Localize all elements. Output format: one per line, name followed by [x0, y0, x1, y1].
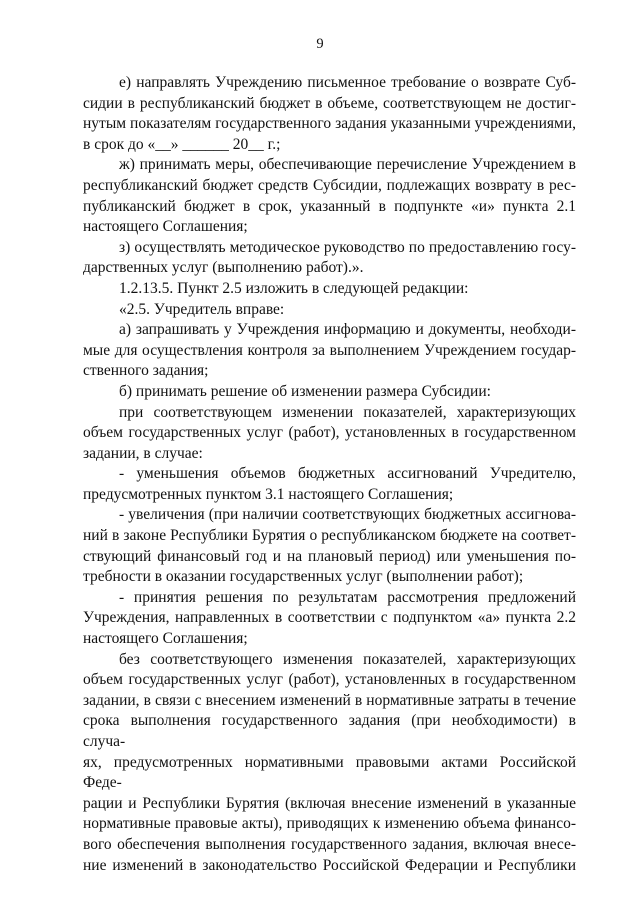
text-line: сидии в республиканский бюджет в объеме, соответствующем не достиг-	[83, 94, 576, 112]
text-line: рации и Республики Бурятия (включая внесение изменений в указанные	[83, 794, 576, 812]
text-line: ях, предусмотренных нормативными правовыми актами Российской Феде-	[83, 753, 576, 792]
text-line: объем государственных услуг (работ), установленных в государственном	[83, 671, 576, 689]
paragraph	[83, 238, 576, 279]
text-line: ственного задания;	[83, 362, 209, 380]
text-line: ние изменений в законодательство Российской Федерации и Республики	[83, 856, 576, 874]
text-line: - уменьшения объемов бюджетных ассигнований Учредителю,	[119, 465, 576, 483]
text-line: е) направлять Учреждению письменное требование о возврате Суб-	[119, 74, 576, 91]
paragraph	[83, 300, 576, 321]
paragraph	[83, 279, 576, 300]
page-number: 9	[316, 36, 324, 52]
text-line: ж) принимать меры, обеспечивающие перечисление Учреждением в	[119, 156, 576, 174]
paragraph	[83, 382, 576, 403]
text-line: настоящего Соглашения;	[83, 218, 248, 236]
text-line: нормативные правовые акты), приводящих к изменению объема финансо-	[83, 815, 576, 833]
paragraph	[83, 73, 576, 155]
text-line: ний в законе Республики Бурятия о республиканском бюджете на соответ-	[83, 527, 576, 545]
paragraph	[83, 320, 576, 382]
text-line: мые для осуществления контроля за выполнением Учреждением государ-	[83, 341, 576, 359]
paragraph	[83, 403, 576, 465]
text-line: з) осуществлять методическое руководство по предоставлению госу-	[119, 238, 576, 256]
text-line: - увеличения (при наличии соответствующих бюджетных ассигнова-	[119, 506, 576, 524]
text-line: задании, в случае:	[83, 444, 203, 462]
text-line: б) принимать решение об изменении размера Субсидии:	[119, 382, 491, 400]
text-line: - принятия решения по результатам рассмотрения предложений	[119, 588, 576, 606]
text-line: без соответствующего изменения показателей, характеризующих	[119, 650, 576, 668]
text-line: 1.2.13.5. Пункт 2.5 изложить в следующей редакции:	[119, 279, 469, 297]
text-line: нутым показателям государственного задания указанными учреждениями,	[83, 115, 576, 133]
text-line: Учреждения, направленных в соответствии с подпунктом «а» пункта 2.2	[83, 609, 576, 627]
text-line: при соответствующем изменении показателей, характеризующих	[119, 403, 576, 421]
text-line: ствующий финансовый год и на плановый период) или уменьшения по-	[83, 547, 576, 565]
text-line: публиканский бюджет в срок, указанный в подпункте «и» пункта 2.1	[83, 197, 576, 215]
text-line: в срок до «__» ______ 20__ г.;	[83, 135, 281, 153]
text-line: требности в оказании государственных услуг (выполнении работ);	[83, 568, 524, 586]
text-line: вого обеспечения выполнения государственного задания, включая внесе-	[83, 835, 576, 853]
paragraph	[83, 155, 576, 237]
text-line: настоящего Соглашения;	[83, 630, 248, 648]
text-line: объем государственных услуг (работ), установленных в государственном	[83, 424, 576, 442]
text-line: «2.5. Учредитель вправе:	[119, 300, 285, 318]
text-line: республиканский бюджет средств Субсидии, подлежащих возврату в рес-	[83, 176, 576, 194]
text-line: срока выполнения государственного задания (при необходимости) в случа-	[83, 712, 576, 750]
text-line: а) запрашивать у Учреждения информацию и документы, необходи-	[119, 321, 576, 339]
document-body	[83, 73, 576, 876]
paragraph	[83, 505, 576, 587]
paragraph	[83, 464, 576, 505]
paragraph	[83, 650, 576, 877]
text-line: задании, в связи с внесением изменений в нормативные затраты в течение	[83, 691, 576, 709]
paragraph	[83, 588, 576, 650]
text-line: предусмотренных пунктом 3.1 настоящего Соглашения;	[83, 485, 454, 503]
text-line: дарственных услуг (выполнению работ).».	[83, 259, 364, 277]
